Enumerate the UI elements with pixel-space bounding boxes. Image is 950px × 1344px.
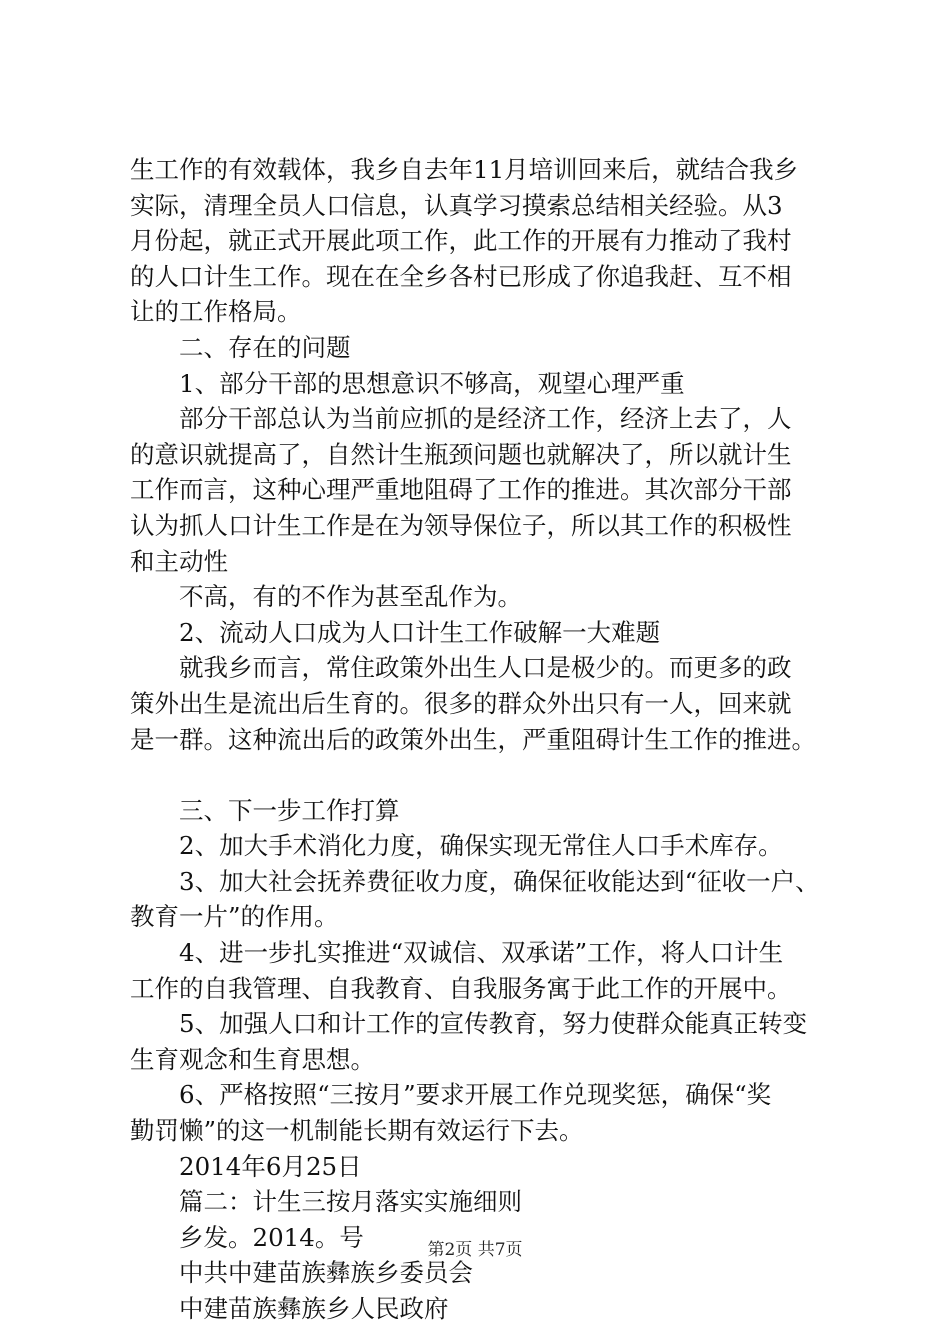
- date-line: 2014年6月25日: [179, 1151, 362, 1181]
- subsection-heading: 1、部分干部的思想意识不够高，观望心理严重: [179, 368, 685, 398]
- paragraph-line: 工作的自我管理、自我教育、自我服务寓于此工作的开展中。: [130, 973, 792, 1003]
- paragraph-line: 的意识就提高了，自然计生瓶颈问题也就解决了，所以就计生: [130, 439, 792, 469]
- paragraph-line: 的人口计生工作。现在在全乡各村已形成了你追我赶、互不相: [130, 261, 792, 291]
- paragraph-line: 部分干部总认为当前应抓的是经济工作，经济上去了，人: [179, 404, 792, 434]
- section-heading: 三、下一步工作打算: [179, 795, 400, 825]
- paragraph-line: 让的工作格局。: [130, 297, 302, 327]
- section-heading: 二、存在的问题: [179, 332, 351, 362]
- chapter-title: 篇二：计生三按月落实实施细则: [179, 1187, 522, 1217]
- paragraph-line: 生育观念和生育思想。: [130, 1044, 375, 1074]
- issuer-line: 中共中建苗族彝族乡委员会: [179, 1258, 473, 1288]
- issuer-line: 中建苗族彝族乡人民政府: [179, 1294, 449, 1323]
- paragraph-line: 工作而言，这种心理严重地阻碍了工作的推进。其次部分干部: [130, 475, 792, 505]
- paragraph-line: 和主动性: [130, 546, 228, 576]
- blank-line: [130, 757, 840, 793]
- list-item: 3、加大社会抚养费征收力度，确保征收能达到“征收一户、: [179, 866, 820, 896]
- list-item: 2、加大手术消化力度，确保实现无常住人口手术库存。: [179, 831, 783, 861]
- page-footer: 第2页 共7页: [427, 1240, 523, 1260]
- paragraph-line: 教育一片”的作用。: [130, 902, 339, 932]
- paragraph-line: 生工作的有效载体，我乡自去年11月培训回来后，就结合我乡: [130, 155, 799, 184]
- list-item: 5、加强人口和计工作的宣传教育，努力使群众能真正转变: [179, 1009, 808, 1039]
- list-item: 6、严格按照“三按月”要求开展工作兑现奖惩，确保“奖: [179, 1080, 772, 1110]
- paragraph-line: 实际，清理全员人口信息，认真学习摸索总结相关经验。从3: [130, 190, 783, 220]
- paragraph-line: 不高，有的不作为甚至乱作为。: [179, 582, 522, 612]
- subsection-heading: 2、流动人口成为人口计生工作破解一大难题: [179, 617, 661, 647]
- list-item: 4、进一步扎实推进“双诚信、双承诺”工作，将人口计生: [179, 938, 784, 968]
- paragraph-line: 就我乡而言，常住政策外出生人口是极少的。而更多的政: [179, 653, 792, 683]
- document-number: 乡发。2014。号: [179, 1222, 364, 1252]
- paragraph-line: 勤罚懒”的这一机制能长期有效运行下去。: [130, 1116, 584, 1146]
- paragraph-line: 策外出生是流出后生育的。很多的群众外出只有一人，回来就: [130, 688, 792, 718]
- document-body: [130, 152, 840, 1327]
- paragraph-line: 月份起，就正式开展此项工作，此工作的开展有力推动了我村: [130, 226, 792, 256]
- paragraph-line: 是一群。这种流出后的政策外出生，严重阻碍计生工作的推进。: [130, 724, 816, 754]
- paragraph-line: 认为抓人口计生工作是在为领导保位子，所以其工作的积极性: [130, 510, 792, 540]
